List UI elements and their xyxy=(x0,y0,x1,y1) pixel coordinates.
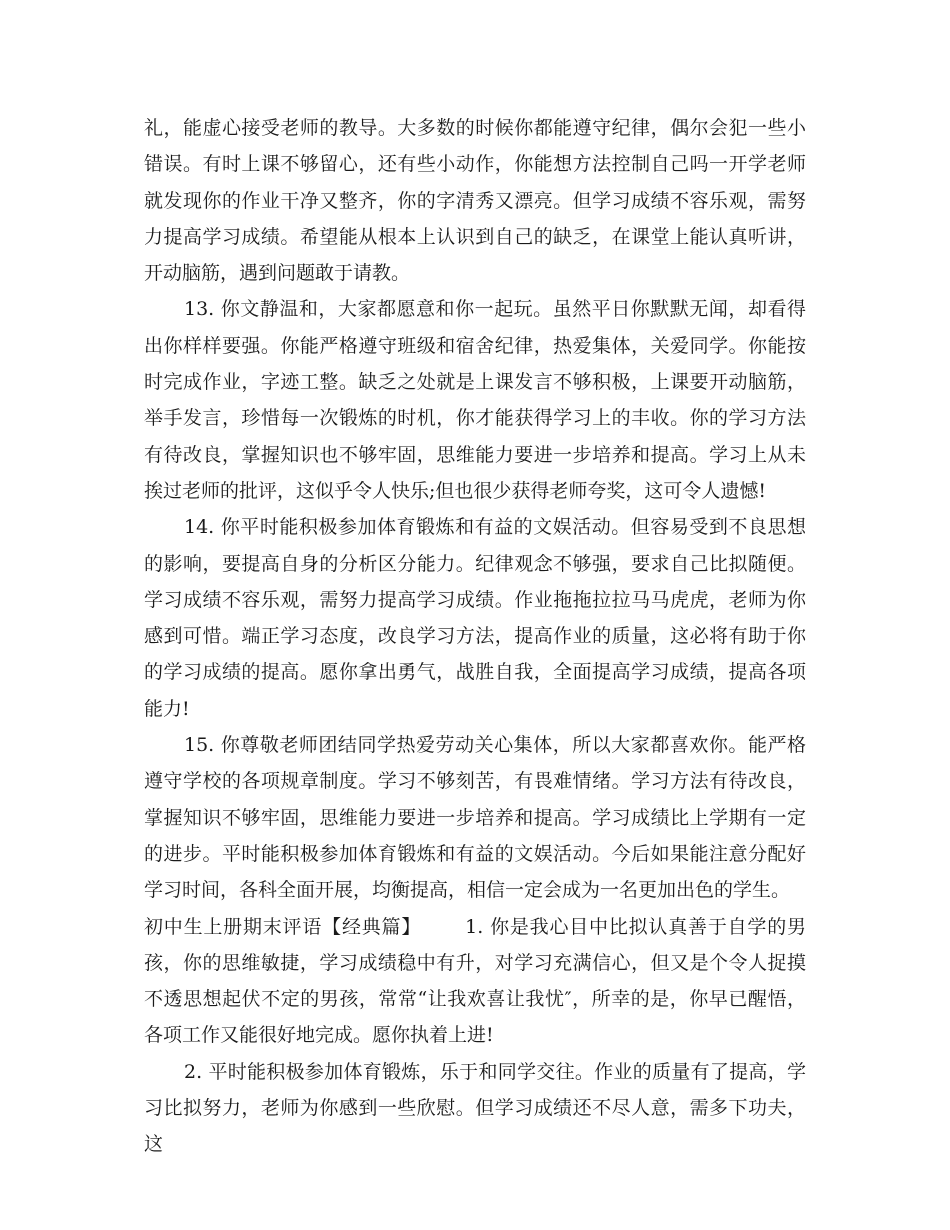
section-block xyxy=(144,909,806,1054)
paragraph-13: 13. 你文静温和，大家都愿意和你一起玩。虽然平日你默默无闻，却看得出你样样要强。你能严格遵守班级和宿舍纪律，热爱集体，关爱同学。你能按时完成作业，字迹工整。缺乏之处就是上课发言不够积极，上课要开动脑筋，举手发言，珍惜每一次锻炼的时机，你才能获得学习上的丰收。你的学习方法有待改良，掌握知识也不够牢固，思维能力要进一步培养和提高。学习上从未挨过老师的批评，这似乎令人快乐;但也很少获得老师夸奖，这可令人遗憾! xyxy=(144,298,806,502)
paragraph-1: 1. 你是我心目中比拟认真善于自学的男孩，你的思维敏捷，学习成绩稳中有升，对学习充满信心，但又是个令人捉摸不透思想起伏不定的男孩，常常“让我欢喜让我忧″，所幸的是，你早已醒悟，各项工作又能很好地完成。愿你执着上进! xyxy=(144,915,806,1047)
paragraph-14: 14. 你平时能积极参加体育锻炼和有益的文娱活动。但容易受到不良思想的影响，要提高自身的分析区分能力。纪律观念不够强，要求自己比拟随便。学习成绩不容乐观，需努力提高学习成绩。作业拖拖拉拉马马虎虎，老师为你感到可惜。端正学习态度，改良学习方法，提高作业的质量，这必将有助于你的学习成绩的提高。愿你拿出勇气，战胜自我，全面提高学习成绩，提高各项能力! xyxy=(144,516,806,720)
paragraph-15: 15. 你尊敬老师团结同学热爱劳动关心集体，所以大家都喜欢你。能严格遵守学校的各项规章制度。学习不够刻苦，有畏难情绪。学习方法有待改良，掌握知识不够牢固，思维能力要进一步培养和提高。学习成绩比上学期有一定的进步。平时能积极参加体育锻炼和有益的文娱活动。今后如果能注意分配好学习时间，各科全面开展，均衡提高，相信一定会成为一名更加出色的学生。 xyxy=(144,734,806,902)
paragraph-2: 2. 平时能积极参加体育锻炼，乐于和同学交往。作业的质量有了提高，学习比拟努力，老师为你感到一些欣慰。但学习成绩还不尽人意，需多下功夫，这 xyxy=(144,1060,806,1156)
section-heading: 初中生上册期末评语【经典篇】 xyxy=(144,915,422,938)
document-body xyxy=(144,110,806,1163)
paragraph-continuation: 礼，能虚心接受老师的教导。大多数的时候你都能遵守纪律，偶尔会犯一些小错误。有时上课不够留心，还有些小动作，你能想方法控制自己吗一开学老师就发现你的作业干净又整齐，你的字清秀又漂亮。但学习成绩不容乐观，需努力提高学习成绩。希望能从根本上认识到自己的缺乏，在课堂上能认真听讲，开动脑筋，遇到问题敢于请教。 xyxy=(144,117,806,285)
